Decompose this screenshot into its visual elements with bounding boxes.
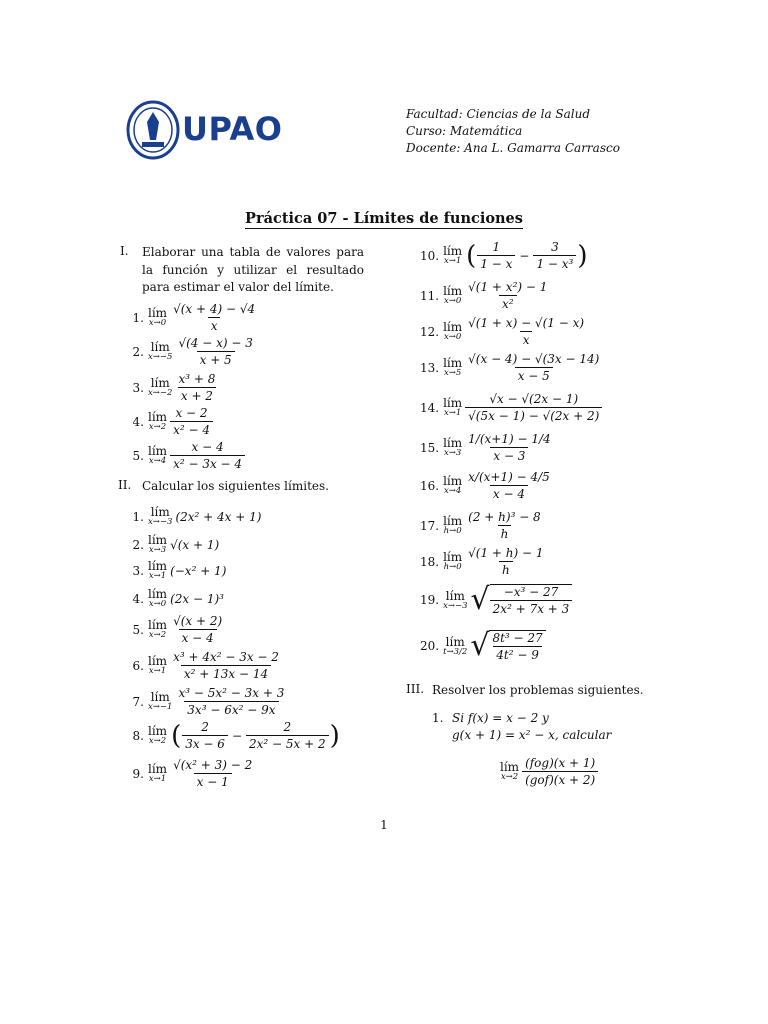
- list-item: 5. lím x→4 $\frac{x - 4}{\text{x² − 3x − 4}}$: [126, 440, 245, 471]
- list-item: 13. lím x→5 $\frac{√(x - 4) - √(3x - 14)}{x - 5}$: [420, 352, 600, 383]
- section-3-text: Resolver los problemas siguientes.: [432, 683, 644, 697]
- list-item: 4. lím x→2 $\frac{x - 2}{\text{x² − 4}}$: [126, 406, 213, 437]
- list-item: 19. lím x→−3 √ $\frac{\text{−x³ − 27}}{\text{2x² + 7x + 3}}$: [420, 584, 572, 616]
- list-item: 3. lím x→1 (−x² + 1): [132, 559, 227, 581]
- list-item: 1. lím x→−3 (2x² + 4x + 1): [132, 505, 262, 527]
- list-item: 10. lím x→1 ( $\frac{1}{1 - x}$ − $\frac{3}{\text{1 − x³}}$ ): [420, 240, 588, 271]
- section-3-label: III.: [406, 682, 425, 696]
- logo-text: UPAO: [182, 110, 283, 148]
- list-item: 5. lím x→2 $\frac{√(x + 2)}{x - 4}$: [132, 614, 223, 645]
- page-number: 1: [380, 818, 388, 832]
- problem-expression: lím x→2 $\frac{\text{(fog)(x + 1)}}{\text{(gof)(x + 2)}}$: [500, 756, 598, 787]
- section-2-label: II.: [118, 478, 132, 492]
- section-2-text: Calcular los siguientes límites.: [142, 479, 329, 493]
- section-1-label: I.: [120, 244, 129, 258]
- list-item: 8. lím x→2 ( $\frac{2}{3x - 6}$ − $\frac{2}{\text{2x² − 5x + 2}}$ ): [132, 720, 340, 751]
- list-item: 17. lím h→0 $\frac{\text{(2 + h)³ − 8}}{h}$: [420, 510, 541, 541]
- list-item: 6. lím x→1 $\frac{\text{x³ + 4x² − 3x − 2}}{\text{x² + 13x − 14}}$: [132, 650, 279, 681]
- list-item: 7. lím x→−1 $\frac{\text{x³ − 5x² − 3x + 3}}{\text{3x³ − 6x² − 9x}}$: [132, 686, 285, 717]
- section-1-text: Elaborar una tabla de valores para la función y utilizar el resultado para estimar el valor del límite.: [142, 245, 364, 294]
- list-item: 12. lím x→0 $\frac{√(1 + x) - √(1 - x)}{x}$: [420, 316, 585, 347]
- problem-line-2: g(x + 1) = x² − x, calcular: [452, 728, 612, 742]
- upao-logo: [126, 100, 286, 162]
- list-item: 11. lím x→0 $\frac{\text{√(1 + x²) − 1}}{\text{x²}}$: [420, 280, 548, 311]
- list-item: 4. lím x→0 (2x − 1)³: [132, 587, 224, 609]
- problem-number: 1.: [432, 711, 444, 725]
- list-item: 2. lím x→−5 $\frac{√(4 - x) - 3}{x + 5}$: [132, 336, 253, 367]
- teacher-line: Docente: Ana L. Gamarra Carrasco: [406, 141, 620, 155]
- list-item: 15. lím x→3 $\frac{1/(x+1) - 1/4}{x - 3}$: [420, 432, 551, 463]
- list-item: 2. lím x→3 √(x + 1): [132, 533, 220, 555]
- page-title: Práctica 07 - Límites de funciones: [245, 210, 523, 227]
- university-seal-icon: [126, 100, 180, 160]
- list-item: 14. lím x→1 $\frac{√x - √(2x - 1)}{√(5x - 1) - √(2x + 2)}$: [420, 392, 602, 423]
- list-item: 3. lím x→−2 $\frac{\text{x³ + 8}}{x + 2}$: [132, 372, 216, 403]
- list-item: 16. lím x→4 $\frac{x/(x+1) - 4/5}{x - 4}$: [420, 470, 550, 501]
- list-item: 18. lím h→0 $\frac{√(1 + h) - 1}{h}$: [420, 546, 544, 577]
- list-item: 9. lím x→1 $\frac{\text{√(x² + 3) − 2}}{x - 1}$: [132, 758, 253, 789]
- faculty-line: Facultad: Ciencias de la Salud: [406, 107, 591, 121]
- list-item: 20. lím t→3/2 √ $\frac{\text{8t³ − 27}}{\text{4t² − 9}}$: [420, 630, 546, 662]
- list-item: 1. lím x→0 $\frac{√(x + 4) - √4}{x}$: [132, 302, 256, 333]
- course-info: [406, 106, 620, 157]
- course-line: Curso: Matemática: [406, 124, 523, 138]
- problem-line-1: Si f(x) = x − 2 y: [452, 711, 549, 725]
